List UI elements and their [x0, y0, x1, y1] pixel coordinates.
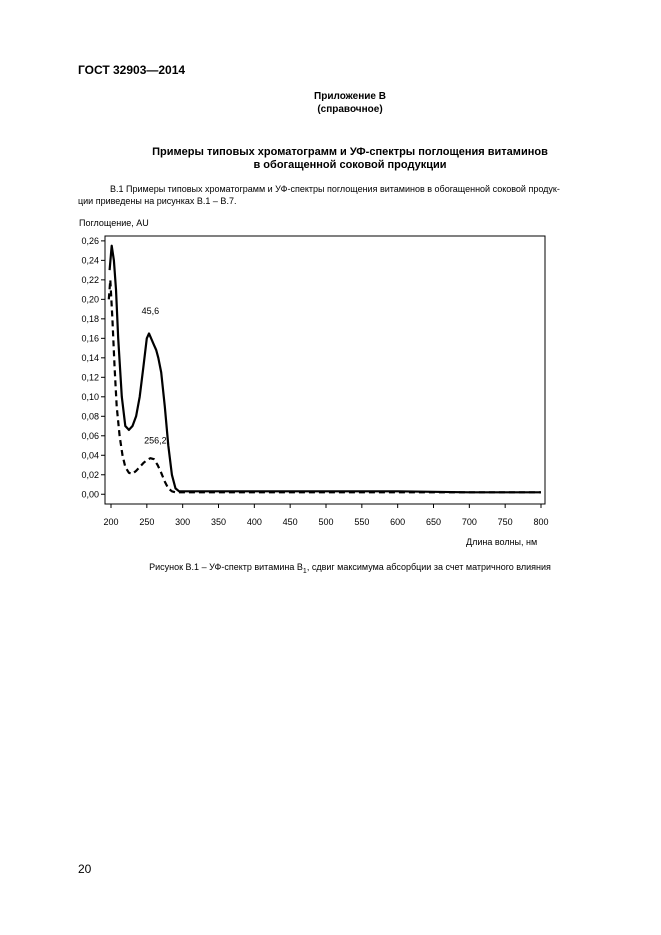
x-tick-label: 550	[354, 517, 370, 527]
peak-annotation: 45,6	[141, 305, 160, 316]
caption-subscript: 1	[302, 567, 307, 575]
caption-prefix: Рисунок В.1 – УФ-спектр витамина В	[149, 562, 303, 572]
peak-annotation: 256,2	[144, 435, 167, 446]
annex-subtitle: (справочное)	[317, 104, 383, 115]
x-tick-label: 200	[103, 517, 119, 527]
chart-y-axis-label: Поглощение, AU	[79, 218, 149, 228]
standard-code: ГОСТ 32903—2014	[78, 63, 186, 77]
x-tick-label: 700	[461, 517, 477, 527]
heading-line-1: Примеры типовых хроматограмм и УФ-спектры поглощения витаминов	[152, 146, 548, 158]
y-tick-label: 0,12	[81, 372, 99, 383]
series-line-solid	[110, 246, 541, 493]
caption-suffix: , сдвиг максимума абсорбции за счет матричного влияния	[306, 562, 551, 572]
annex-title: Приложение В	[314, 91, 386, 102]
paragraph-line-2: ции приведены на рисунках В.1 – В.7.	[78, 196, 237, 206]
page-number: 20	[78, 862, 92, 876]
y-tick-label: 0,18	[81, 313, 99, 324]
y-tick-label: 0,02	[81, 469, 99, 480]
chart-ticks	[81, 236, 548, 527]
series-line-dashed	[109, 280, 541, 492]
y-tick-label: 0,24	[81, 255, 99, 266]
x-tick-label: 400	[246, 517, 262, 527]
x-tick-label: 750	[497, 517, 513, 527]
y-tick-label: 0,14	[81, 352, 99, 363]
chart-annotations	[142, 306, 167, 446]
chart-x-axis-label: Длина волны, нм	[466, 537, 538, 547]
y-tick-label: 0,10	[81, 391, 99, 402]
x-tick-label: 250	[139, 517, 155, 527]
y-tick-label: 0,06	[81, 430, 99, 441]
y-tick-label: 0,04	[81, 450, 99, 461]
y-tick-label: 0,08	[81, 411, 99, 422]
x-tick-label: 350	[210, 517, 227, 527]
paragraph-line-1: В.1 Примеры типовых хроматограмм и УФ-спектры поглощения витаминов в обогащенной соковой продук-	[110, 184, 560, 194]
y-tick-label: 0,16	[81, 333, 99, 344]
x-tick-label: 500	[318, 517, 334, 527]
chart-series	[109, 246, 541, 493]
x-tick-label: 800	[533, 517, 549, 527]
x-tick-label: 300	[175, 517, 191, 527]
y-tick-label: 0,00	[81, 489, 99, 500]
heading-line-2: в обогащенной соковой продукции	[253, 159, 447, 171]
y-tick-label: 0,20	[81, 294, 99, 305]
figure-caption	[0, 562, 661, 575]
y-tick-label: 0,26	[81, 235, 99, 246]
y-tick-label: 0,22	[81, 274, 99, 285]
x-tick-label: 650	[425, 517, 442, 527]
x-tick-label: 450	[282, 517, 298, 527]
x-tick-label: 600	[390, 517, 406, 527]
